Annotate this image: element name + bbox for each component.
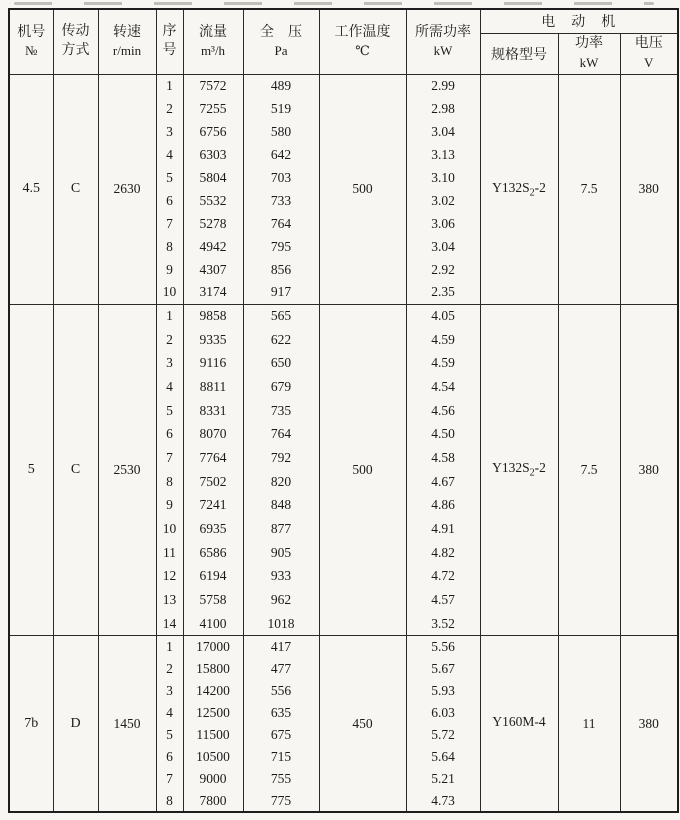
req-power-cell: 4.82 <box>406 541 480 565</box>
seq-cell: 8 <box>156 470 183 494</box>
seq-cell: 10 <box>156 281 183 304</box>
pressure-cell: 635 <box>243 702 319 724</box>
motor-model-cell <box>480 636 558 813</box>
scan-artifact-line <box>14 2 654 5</box>
req-power-cell: 4.67 <box>406 470 480 494</box>
col-header-speed <box>98 9 156 74</box>
pressure-cell: 675 <box>243 724 319 746</box>
seq-cell: 7 <box>156 212 183 235</box>
pressure-cell: 795 <box>243 235 319 258</box>
req-power-cell: 4.50 <box>406 422 480 446</box>
fan-spec-table <box>8 8 679 813</box>
flow-cell: 9858 <box>183 304 243 328</box>
flow-cell: 4100 <box>183 612 243 636</box>
pressure-cell: 733 <box>243 189 319 212</box>
flow-cell: 17000 <box>183 636 243 658</box>
seq-cell: 5 <box>156 399 183 423</box>
motor-model-cell <box>480 304 558 636</box>
drive-mode-cell: C <box>53 74 98 304</box>
req-power-cell: 3.04 <box>406 120 480 143</box>
col-header-motor-power <box>558 33 620 74</box>
header-unit: kW <box>433 43 453 59</box>
header-label: 全 压 <box>260 24 302 40</box>
flow-cell: 11500 <box>183 724 243 746</box>
pressure-cell: 905 <box>243 541 319 565</box>
flow-cell: 6756 <box>183 120 243 143</box>
pressure-cell: 417 <box>243 636 319 658</box>
table-row <box>9 74 678 97</box>
seq-cell: 12 <box>156 565 183 589</box>
motor-power-cell: 7.5 <box>558 74 620 304</box>
pressure-cell: 917 <box>243 281 319 304</box>
pressure-cell: 556 <box>243 680 319 702</box>
pressure-cell: 679 <box>243 375 319 399</box>
header-unit: V <box>644 55 654 71</box>
flow-cell: 9116 <box>183 351 243 375</box>
req-power-cell: 4.56 <box>406 399 480 423</box>
pressure-cell: 775 <box>243 790 319 812</box>
pressure-cell: 622 <box>243 328 319 352</box>
motor-model-main: Y160M <box>492 714 535 730</box>
req-power-cell: 3.04 <box>406 235 480 258</box>
seq-cell: 4 <box>156 143 183 166</box>
table-row <box>9 304 678 328</box>
seq-cell: 2 <box>156 328 183 352</box>
seq-cell: 4 <box>156 702 183 724</box>
motor-model-tail: -2 <box>534 460 546 476</box>
motor-model-sub: 2 <box>529 187 535 199</box>
req-power-cell: 5.64 <box>406 746 480 768</box>
voltage-cell: 380 <box>620 636 678 813</box>
req-power-cell: 3.13 <box>406 143 480 166</box>
seq-cell: 4 <box>156 375 183 399</box>
pressure-cell: 764 <box>243 212 319 235</box>
machine-no-cell: 5 <box>9 304 53 636</box>
col-header-seq <box>156 9 183 74</box>
speed-cell: 2630 <box>98 74 156 304</box>
machine-no-cell: 4.5 <box>9 74 53 304</box>
seq-cell: 3 <box>156 680 183 702</box>
pressure-cell: 642 <box>243 143 319 166</box>
voltage-cell: 380 <box>620 74 678 304</box>
req-power-cell: 3.06 <box>406 212 480 235</box>
pressure-cell: 755 <box>243 768 319 790</box>
seq-cell: 8 <box>156 235 183 258</box>
seq-cell: 6 <box>156 422 183 446</box>
pressure-cell: 933 <box>243 565 319 589</box>
flow-cell: 6194 <box>183 565 243 589</box>
req-power-cell: 4.54 <box>406 375 480 399</box>
pressure-cell: 962 <box>243 588 319 612</box>
temp-cell: 450 <box>319 636 406 813</box>
flow-cell: 14200 <box>183 680 243 702</box>
motor-model-tail: -4 <box>534 714 546 730</box>
pressure-cell: 856 <box>243 258 319 281</box>
flow-cell: 6303 <box>183 143 243 166</box>
flow-cell: 12500 <box>183 702 243 724</box>
seq-cell: 3 <box>156 120 183 143</box>
req-power-cell: 4.58 <box>406 446 480 470</box>
flow-cell: 7255 <box>183 97 243 120</box>
seq-cell: 8 <box>156 790 183 812</box>
pressure-cell: 715 <box>243 746 319 768</box>
table-body <box>9 74 678 812</box>
flow-cell: 8331 <box>183 399 243 423</box>
req-power-cell: 2.35 <box>406 281 480 304</box>
motor-power-cell: 11 <box>558 636 620 813</box>
seq-cell: 6 <box>156 189 183 212</box>
flow-cell: 7572 <box>183 74 243 97</box>
req-power-cell: 6.03 <box>406 702 480 724</box>
flow-cell: 5758 <box>183 588 243 612</box>
speed-cell: 1450 <box>98 636 156 813</box>
pressure-cell: 489 <box>243 74 319 97</box>
req-power-cell: 5.21 <box>406 768 480 790</box>
drive-mode-cell: C <box>53 304 98 636</box>
req-power-cell: 3.10 <box>406 166 480 189</box>
col-header-pressure <box>243 9 319 74</box>
flow-cell: 3174 <box>183 281 243 304</box>
motor-model-sub: 2 <box>529 468 535 480</box>
flow-cell: 4942 <box>183 235 243 258</box>
col-header-temp <box>319 9 406 74</box>
table-header <box>9 9 678 74</box>
motor-model-main: Y132S <box>492 179 530 195</box>
header-label: 电压 <box>634 36 663 52</box>
req-power-cell: 4.73 <box>406 790 480 812</box>
req-power-cell: 2.98 <box>406 97 480 120</box>
col-header-drive <box>53 9 98 74</box>
seq-cell: 7 <box>156 446 183 470</box>
header-label: 机号 <box>17 24 46 40</box>
temp-cell: 500 <box>319 74 406 304</box>
header-label: 功率 <box>575 36 603 52</box>
flow-cell: 5532 <box>183 189 243 212</box>
flow-cell: 7241 <box>183 494 243 518</box>
motor-power-cell: 7.5 <box>558 304 620 636</box>
machine-no-cell: 7b <box>9 636 53 813</box>
req-power-cell: 5.67 <box>406 658 480 680</box>
pressure-cell: 650 <box>243 351 319 375</box>
seq-cell: 5 <box>156 166 183 189</box>
req-power-cell: 5.56 <box>406 636 480 658</box>
seq-cell: 11 <box>156 541 183 565</box>
pressure-cell: 580 <box>243 120 319 143</box>
header-label: 所需功率 <box>415 24 471 40</box>
pressure-cell: 477 <box>243 658 319 680</box>
seq-cell: 6 <box>156 746 183 768</box>
flow-cell: 15800 <box>183 658 243 680</box>
col-header-req-power <box>406 9 480 74</box>
seq-cell: 1 <box>156 304 183 328</box>
motor-model-main: Y132S <box>492 460 530 476</box>
header-unit: r/min <box>112 43 142 59</box>
seq-cell: 2 <box>156 658 183 680</box>
req-power-cell: 4.86 <box>406 494 480 518</box>
pressure-cell: 1018 <box>243 612 319 636</box>
pressure-cell: 735 <box>243 399 319 423</box>
motor-model-cell <box>480 74 558 304</box>
req-power-cell: 4.05 <box>406 304 480 328</box>
flow-cell: 6586 <box>183 541 243 565</box>
header-label: 序 <box>162 23 177 39</box>
pressure-cell: 565 <box>243 304 319 328</box>
req-power-cell: 2.99 <box>406 74 480 97</box>
flow-cell: 9335 <box>183 328 243 352</box>
req-power-cell: 4.91 <box>406 517 480 541</box>
flow-cell: 10500 <box>183 746 243 768</box>
flow-cell: 4307 <box>183 258 243 281</box>
seq-cell: 5 <box>156 724 183 746</box>
col-header-motor-model: 规格型号 <box>480 33 558 74</box>
seq-cell: 10 <box>156 517 183 541</box>
flow-cell: 6935 <box>183 517 243 541</box>
col-header-machine-no <box>9 9 53 74</box>
seq-cell: 9 <box>156 494 183 518</box>
col-header-flow <box>183 9 243 74</box>
flow-cell: 7764 <box>183 446 243 470</box>
flow-cell: 7800 <box>183 790 243 812</box>
temp-cell: 500 <box>319 304 406 636</box>
seq-cell: 2 <box>156 97 183 120</box>
req-power-cell: 4.59 <box>406 328 480 352</box>
drive-mode-cell: D <box>53 636 98 813</box>
voltage-cell: 380 <box>620 304 678 636</box>
header-unit: m³/h <box>200 43 226 59</box>
header-unit: kW <box>579 55 599 71</box>
header-unit: № <box>25 43 38 59</box>
req-power-cell: 3.02 <box>406 189 480 212</box>
flow-cell: 8070 <box>183 422 243 446</box>
seq-cell: 1 <box>156 74 183 97</box>
flow-cell: 5804 <box>183 166 243 189</box>
pressure-cell: 877 <box>243 517 319 541</box>
seq-cell: 9 <box>156 258 183 281</box>
pressure-cell: 820 <box>243 470 319 494</box>
seq-cell: 14 <box>156 612 183 636</box>
pressure-cell: 848 <box>243 494 319 518</box>
req-power-cell: 2.92 <box>406 258 480 281</box>
header-label: 号 <box>162 42 177 58</box>
seq-cell: 3 <box>156 351 183 375</box>
header-label: 转速 <box>113 24 141 40</box>
req-power-cell: 4.72 <box>406 565 480 589</box>
header-label: 工作温度 <box>334 24 391 40</box>
header-label: 流量 <box>199 24 227 40</box>
seq-cell: 1 <box>156 636 183 658</box>
col-header-motor-group: 电 动 机 <box>480 9 678 33</box>
flow-cell: 8811 <box>183 375 243 399</box>
req-power-cell: 3.52 <box>406 612 480 636</box>
flow-cell: 7502 <box>183 470 243 494</box>
req-power-cell: 4.57 <box>406 588 480 612</box>
header-unit: Pa <box>274 43 288 59</box>
speed-cell: 2530 <box>98 304 156 636</box>
pressure-cell: 519 <box>243 97 319 120</box>
motor-model-tail: -2 <box>534 179 546 195</box>
flow-cell: 5278 <box>183 212 243 235</box>
req-power-cell: 5.93 <box>406 680 480 702</box>
header-unit: ℃ <box>355 43 370 59</box>
seq-cell: 13 <box>156 588 183 612</box>
req-power-cell: 5.72 <box>406 724 480 746</box>
seq-cell: 7 <box>156 768 183 790</box>
header-label: 方式 <box>61 42 90 58</box>
table-row <box>9 636 678 658</box>
pressure-cell: 792 <box>243 446 319 470</box>
header-label: 传动 <box>61 23 90 39</box>
pressure-cell: 764 <box>243 422 319 446</box>
req-power-cell: 4.59 <box>406 351 480 375</box>
pressure-cell: 703 <box>243 166 319 189</box>
col-header-voltage <box>620 33 678 74</box>
flow-cell: 9000 <box>183 768 243 790</box>
